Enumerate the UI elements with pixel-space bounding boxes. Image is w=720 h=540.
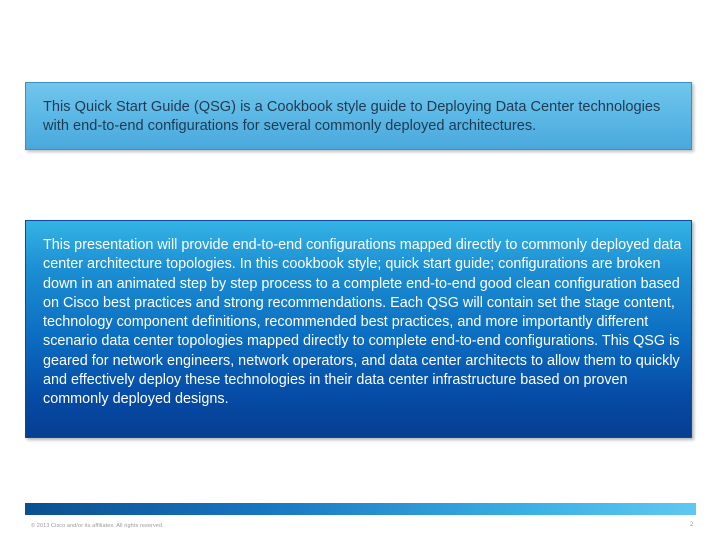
intro-box	[25, 82, 692, 150]
intro-text: This Quick Start Guide (QSG) is a Cookbook style guide to Deploying Data Center technologies with end-to-end configurations for several commonly deployed architectures.	[43, 99, 661, 134]
footer-bar	[25, 503, 696, 515]
description-text: This presentation will provide end-to-end configurations mapped directly to commonly deployed data center architecture topologies. In this cookbook style; quick start guide; configurations are broken down in an animated step by step process to a complete end-to-end good clean configuration based on Cisco best practices and strong recommendations. Each QSG will contain set the stage content, technology component definitions, recommended best practices, and more importantly different scenario data center topologies mapped directly to complete end-to-end configurations. This QSG is geared for network engineers, network operators, and data center architects to allow them to quickly and effectively deploy these technologies in their data center infrastructure based on proven commonly deployed designs.	[43, 237, 682, 408]
page-number: 2	[690, 521, 694, 528]
description-box	[25, 220, 692, 438]
copyright-text: © 2013 Cisco and/or its affiliates. All rights reserved.	[31, 523, 164, 529]
